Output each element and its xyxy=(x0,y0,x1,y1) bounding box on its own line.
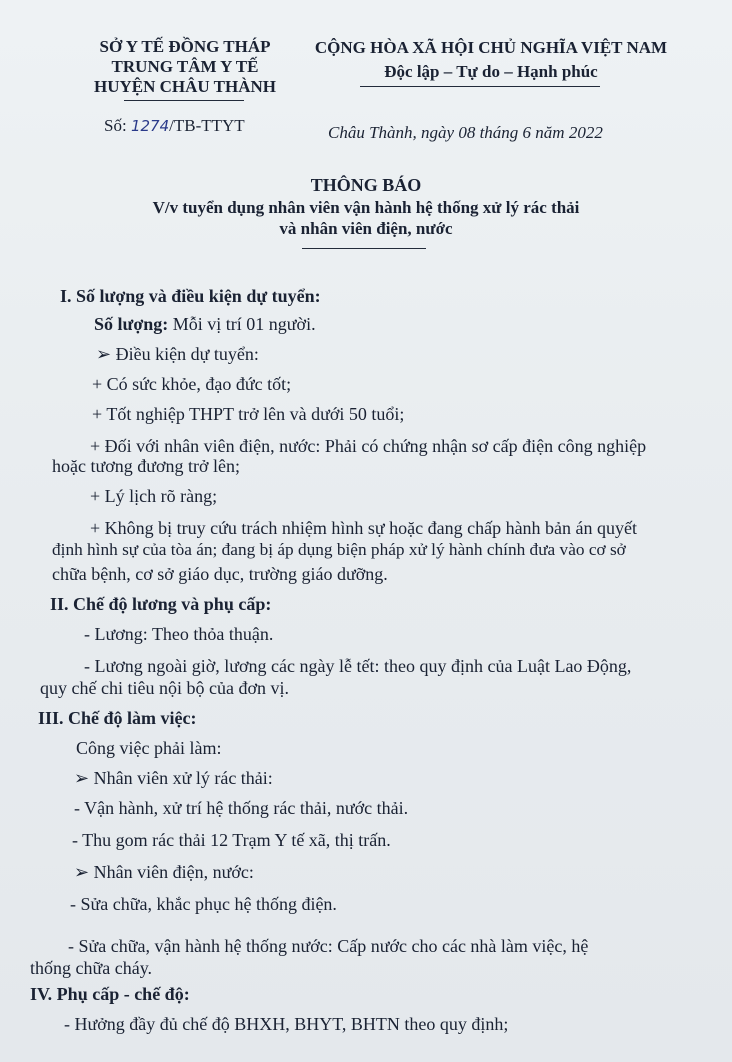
condition-3-line2: hoặc tương đương trở lên; xyxy=(52,456,241,476)
condition-5-line2: định hình sự của tòa án; đang bị áp dụng biện pháp xử lý hành chính đưa vào cơ sở xyxy=(52,540,626,559)
overtime-line1: - Lương ngoài giờ, lương các ngày lễ tết: theo quy định của Luật Lao Động, xyxy=(84,656,632,676)
document-title: THÔNG BÁO xyxy=(310,175,422,195)
work-intro: Công việc phải làm: xyxy=(76,738,222,758)
quantity-line xyxy=(94,314,316,335)
electric-staff-heading: ➢ Nhân viên điện, nước: xyxy=(74,862,254,882)
section-2-heading: II. Chế độ lương và phụ cấp: xyxy=(50,594,272,614)
org-name-line2: TRUNG TÂM Y TẾ xyxy=(111,57,259,76)
arrow-bullet-icon: ➢ xyxy=(74,768,90,788)
conditions-heading: ➢ Điều kiện dự tuyển: xyxy=(96,344,259,364)
section-3-heading: III. Chế độ làm việc: xyxy=(38,708,197,728)
org-underline xyxy=(124,100,244,101)
document-number xyxy=(104,116,245,136)
number-suffix: /TB-TTYT xyxy=(169,116,245,135)
org-name-line1: SỞ Y TẾ ĐỒNG THÁP xyxy=(99,37,271,56)
title-underline xyxy=(302,248,426,249)
overtime-line2: quy chế chi tiêu nội bộ của đơn vị. xyxy=(40,678,289,698)
condition-1: + Có sức khỏe, đạo đức tốt; xyxy=(92,374,292,394)
condition-2: + Tốt nghiệp THPT trở lên và dưới 50 tuổi; xyxy=(92,404,405,424)
condition-4: + Lý lịch rõ ràng; xyxy=(90,486,218,506)
electric-task-2-line2: thống chữa cháy. xyxy=(30,958,153,978)
waste-task-1: - Vận hành, xử trí hệ thống rác thải, nước thải. xyxy=(74,798,409,818)
section-1-heading: I. Số lượng và điều kiện dự tuyển: xyxy=(60,286,321,306)
electric-task-1: - Sửa chữa, khắc phục hệ thống điện. xyxy=(70,894,337,914)
document-subject-line1: V/v tuyển dụng nhân viên vận hành hệ thống xử lý rác thải xyxy=(152,198,580,217)
national-motto: Độc lập – Tự do – Hạnh phúc xyxy=(384,62,598,81)
arrow-bullet-icon: ➢ xyxy=(74,862,90,882)
waste-task-2: - Thu gom rác thải 12 Trạm Y tế xã, thị trấn. xyxy=(72,830,391,850)
quantity-value: Mỗi vị trí 01 người. xyxy=(172,314,316,334)
country-name: CỘNG HÒA XÃ HỘI CHỦ NGHĨA VIỆT NAM xyxy=(314,38,668,57)
org-name-line3: HUYỆN CHÂU THÀNH xyxy=(94,77,276,96)
document-subject-line2: và nhân viên điện, nước xyxy=(279,219,453,238)
arrow-bullet-icon: ➢ xyxy=(96,344,112,364)
salary-line: - Lương: Theo thỏa thuận. xyxy=(84,624,274,644)
electric-task-2-line1: - Sửa chữa, vận hành hệ thống nước: Cấp nước cho các nhà làm việc, hệ xyxy=(68,936,589,956)
handwritten-number: 1274 xyxy=(130,117,170,135)
condition-3-line1: + Đối với nhân viên điện, nước: Phải có chứng nhận sơ cấp điện công nghiệp xyxy=(90,436,647,456)
condition-5-line1: + Không bị truy cứu trách nhiệm hình sự hoặc đang chấp hành bản án quyết xyxy=(90,518,638,538)
quantity-label: Số lượng: xyxy=(94,314,169,334)
place-date: Châu Thành, ngày 08 tháng 6 năm 2022 xyxy=(328,123,603,142)
waste-staff-heading: ➢ Nhân viên xử lý rác thải: xyxy=(74,768,273,788)
condition-5-line3: chữa bệnh, cơ sở giáo dục, trường giáo dưỡng. xyxy=(52,564,388,584)
benefits-line: - Hưởng đầy đủ chế độ BHXH, BHYT, BHTN theo quy định; xyxy=(64,1014,509,1034)
motto-underline xyxy=(360,86,600,87)
number-prefix: Số: xyxy=(104,116,127,135)
section-4-heading: IV. Phụ cấp - chế độ: xyxy=(30,984,190,1004)
